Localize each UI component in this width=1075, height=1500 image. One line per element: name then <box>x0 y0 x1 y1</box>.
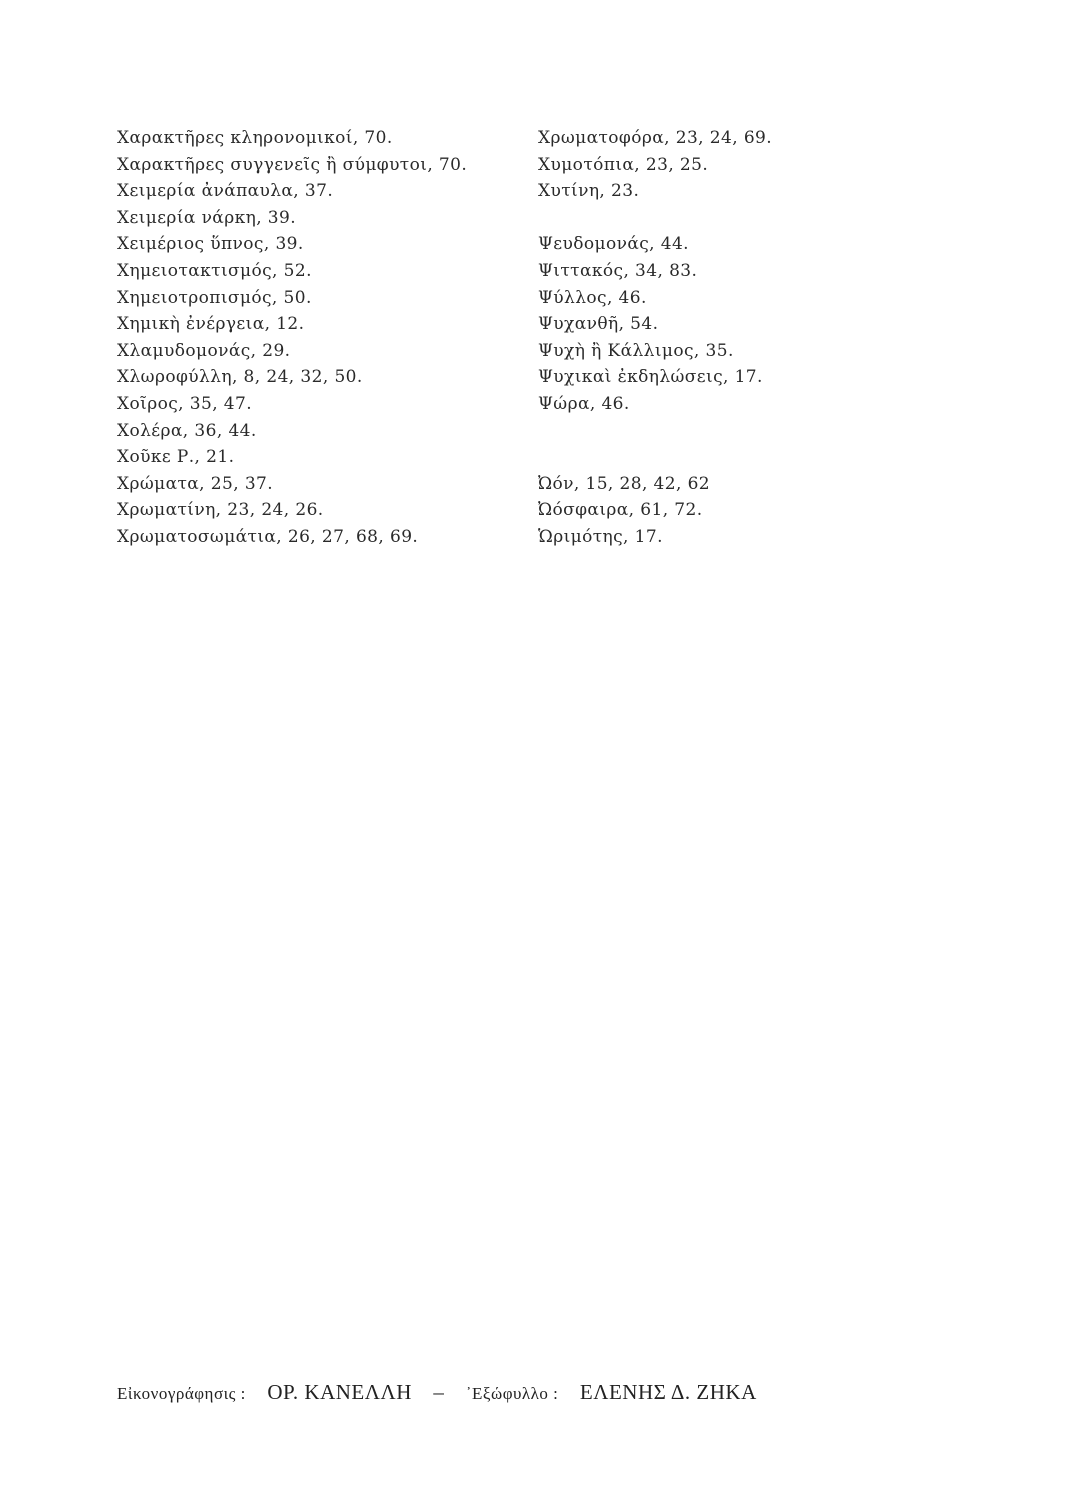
cover-label: ᾿Εξώφυλλο : <box>465 1384 559 1403</box>
index-entry: Ψυχικαὶ ἐκδηλώσεις, 17. <box>538 367 763 388</box>
index-entry: Χλωροφύλλη, 8, 24, 32, 50. <box>117 367 363 388</box>
index-entry: Χαρακτῆρες κληρονομικοί, 70. <box>117 128 393 148</box>
index-entry: Χειμερία ἀνάπαυλα, 37. <box>117 181 334 202</box>
credits-dash: – <box>433 1380 445 1404</box>
cover-artist-name: ΕΛΕΝΗΣ Δ. ΖΗΚΑ <box>579 1380 757 1404</box>
index-entry: Χρώματα, 25, 37. <box>117 473 274 494</box>
index-entry: Χοῖρος, 35, 47. <box>117 393 253 414</box>
index-entry: Ψύλλος, 46. <box>538 287 647 308</box>
index-spacer <box>538 205 958 232</box>
index-right-column <box>538 125 958 551</box>
index-entry: Χυμοτόπια, 23, 25. <box>538 154 709 175</box>
index-entry: Ὠόν, 15, 28, 42, 62 <box>538 473 711 494</box>
index-entry: Χλαμυδομονάς, 29. <box>117 340 291 361</box>
index-entry: Ψευδομονάς, 44. <box>538 234 689 255</box>
index-left-column <box>117 125 527 551</box>
index-entry: Ψυχανθῆ, 54. <box>538 314 659 335</box>
index-entry: Χολέρα, 36, 44. <box>117 420 257 441</box>
illustrator-name: ΟΡ. ΚΑΝΕΛΛΗ <box>267 1380 412 1404</box>
index-entry: Χημειοτροπισμός, 50. <box>117 287 312 308</box>
index-entry: Ψώρα, 46. <box>538 393 630 414</box>
index-entry: Ψυχὴ ἢ Κάλλιμος, 35. <box>538 340 734 361</box>
index-entry: Χαρακτῆρες συγγενεῖς ἢ σύμφυτοι, 70. <box>117 154 468 175</box>
index-spacer <box>538 444 958 471</box>
index-entry: Χρωματίνη, 23, 24, 26. <box>117 500 324 521</box>
index-entry: Χρωματοσωμάτια, 26, 27, 68, 69. <box>117 526 419 547</box>
index-entry: Ὡριμότης, 17. <box>538 526 663 547</box>
index-spacer <box>538 418 958 445</box>
index-entry: Χημικὴ ἐνέργεια, 12. <box>117 314 305 335</box>
index-entry: Χειμέριος ὕπνος, 39. <box>117 234 304 255</box>
index-entry: Χημειοτακτισμός, 52. <box>117 260 312 281</box>
index-entry: Χειμερία νάρκη, 39. <box>117 207 297 228</box>
index-entry: Χυτίνη, 23. <box>538 181 640 202</box>
index-entry: Χρωματοφόρα, 23, 24, 69. <box>538 128 773 148</box>
index-entry: Ὠόσφαιρα, 61, 72. <box>538 500 703 521</box>
credits-line <box>117 1380 947 1405</box>
illustration-label: Εἰκονογράφησις : <box>117 1384 246 1403</box>
index-entry: Χοῦκε Ρ., 21. <box>117 447 235 468</box>
index-entry: Ψιττακός, 34, 83. <box>538 260 698 281</box>
